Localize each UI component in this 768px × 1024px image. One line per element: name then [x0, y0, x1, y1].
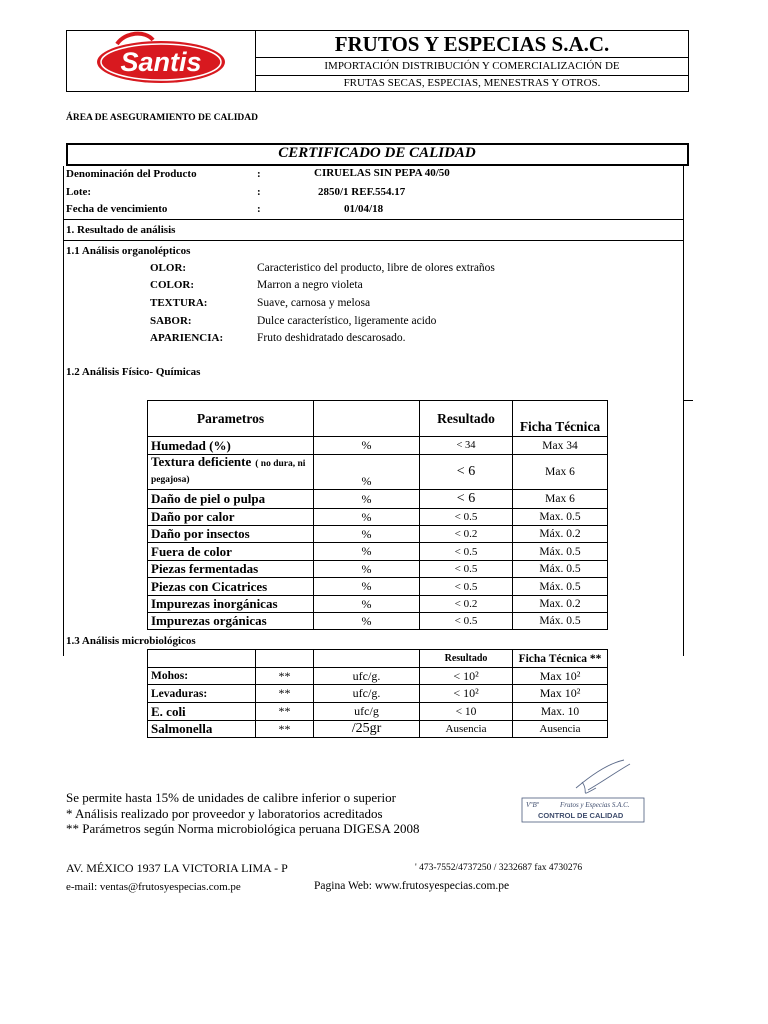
param-spec: Máx. 0.5	[513, 543, 608, 561]
company-tagline-1: IMPORTACIÓN DISTRIBUCIÓN Y COMERCIALIZACIÓN DE	[324, 60, 620, 72]
micro-name: Mohos:	[148, 668, 256, 685]
param-result: < 0.5	[420, 543, 513, 561]
certificate-title: CERTIFICADO DE CALIDAD	[278, 145, 476, 161]
micro-header-row	[148, 650, 608, 668]
table-row	[148, 578, 608, 596]
param-result: < 0.2	[420, 596, 513, 613]
param-spec: Máx. 0.2	[513, 526, 608, 543]
field-label-lot: Lote:	[66, 186, 92, 198]
param-name: Humedad (%)	[148, 437, 314, 455]
micro-name: Levaduras:	[148, 685, 256, 703]
santis-logo	[95, 30, 227, 86]
micro-unit: ufc/g.	[314, 668, 420, 685]
company-name: FRUTOS Y ESPECIAS S.A.C.	[334, 32, 610, 56]
note-calibre: Se permite hasta 15% de unidades de calibre inferior o superior	[66, 790, 396, 805]
header-resultado: Resultado	[420, 401, 513, 437]
param-spec: Max. 0.2	[513, 596, 608, 613]
signature-strokes	[576, 760, 630, 793]
section-microbiological: 1.3 Análisis microbiológicos	[66, 635, 196, 647]
micro-mark: **	[256, 703, 314, 721]
param-spec: Máx. 0.5	[513, 561, 608, 578]
micro-unit: ufc/g	[314, 703, 420, 721]
note-digesa: ** Parámetros según Norma microbiológica peruana DIGESA 2008	[66, 821, 420, 836]
table-row	[148, 437, 608, 455]
param-name: Piezas fermentadas	[148, 561, 314, 578]
organoleptic-label-apariencia: APARIENCIA:	[150, 332, 224, 344]
table-row	[148, 596, 608, 613]
quality-control-stamp	[518, 758, 648, 824]
param-spec: Máx. 0.5	[513, 613, 608, 630]
micro-spec: Max 10²	[513, 685, 608, 703]
param-name: Piezas con Cicatrices	[148, 578, 314, 596]
notes	[66, 790, 419, 837]
micro-result: < 10²	[420, 668, 513, 685]
physicochemical-table	[147, 400, 608, 630]
param-result: < 0.5	[420, 561, 513, 578]
micro-mark: **	[256, 721, 314, 738]
field-sep-expiry: :	[257, 203, 261, 215]
param-unit: %	[314, 596, 420, 613]
footer-phones: ' 473-7552/4737250 / 3232687 fax 4730276	[415, 863, 583, 873]
note-provider-analysis: * Análisis realizado por proveedor y laboratorios acreditados	[66, 805, 383, 821]
param-name: Impurezas inorgánicas	[148, 596, 314, 613]
header-ficha-tecnica: Ficha Técnica	[513, 401, 608, 437]
micro-result: Ausencia	[420, 721, 513, 738]
table-row	[148, 613, 608, 630]
footer-address: AV. MÉXICO 1937 LA VICTORIA LIMA - P	[66, 861, 288, 875]
organoleptic-value-sabor: Dulce característico, ligeramente acido	[257, 315, 437, 327]
param-name-cell	[148, 455, 314, 490]
field-value-expiry: 01/04/18	[344, 203, 384, 215]
field-sep-lot: :	[257, 186, 261, 198]
param-unit: %	[314, 561, 420, 578]
param-unit: %	[314, 578, 420, 596]
micro-header-ficha-tecnica: Ficha Técnica **	[513, 650, 608, 668]
organoleptic-value-textura: Suave, carnosa y melosa	[257, 297, 371, 309]
field-value-lot: 2850/1 REF.554.17	[318, 186, 406, 198]
organoleptic-label-olor: OLOR:	[150, 262, 187, 274]
micro-name: Salmonella	[148, 721, 256, 738]
param-result: < 34	[420, 437, 513, 455]
table-row	[148, 561, 608, 578]
organoleptic-value-olor: Caracteristico del producto, libre de olores extraños	[257, 262, 495, 274]
stamp-company: Frutos y Especias S.A.C.	[560, 801, 630, 809]
company-tagline-2: FRUTAS SECAS, ESPECIAS, MENESTRAS Y OTROS.	[343, 77, 601, 89]
section-analysis-results: 1. Resultado de análisis	[66, 224, 176, 236]
micro-unit: ufc/g.	[314, 685, 420, 703]
microbiological-table	[147, 649, 608, 738]
micro-spec: Ausencia	[513, 721, 608, 738]
footer-web: Pagina Web: www.frutosyespecias.com.pe	[314, 880, 510, 892]
table-row	[148, 455, 608, 490]
quality-area-label: ÁREA DE ASEGURAMIENTO DE CALIDAD	[66, 113, 258, 123]
param-unit: %	[314, 455, 420, 490]
micro-result: < 10²	[420, 685, 513, 703]
micro-unit: /25gr	[314, 721, 420, 738]
organoleptic-value-color: Marron a negro violeta	[257, 279, 363, 291]
param-result: < 0.5	[420, 509, 513, 526]
stamp-vobo: VºBº	[526, 801, 539, 809]
table-row	[148, 703, 608, 721]
micro-result: < 10	[420, 703, 513, 721]
param-spec: Máx. 0.5	[513, 578, 608, 596]
param-spec: Max. 0.5	[513, 509, 608, 526]
micro-header-resultado: Resultado	[420, 650, 513, 668]
footer-email: e-mail: ventas@frutosyespecias.com.pe	[66, 881, 241, 893]
param-name: Daño por calor	[148, 509, 314, 526]
param-unit: %	[314, 509, 420, 526]
param-subnote: ( no dura, ni pegajosa)	[151, 459, 306, 485]
table-row	[148, 509, 608, 526]
param-name: Daño por insectos	[148, 526, 314, 543]
micro-name: E. coli	[148, 703, 256, 721]
organoleptic-value-apariencia: Fruto deshidratado descarosado.	[257, 332, 406, 344]
param-name: Textura deficiente	[151, 454, 252, 469]
param-result: < 0.5	[420, 578, 513, 596]
param-unit: %	[314, 437, 420, 455]
param-spec: Max 6	[513, 455, 608, 490]
organoleptic-label-color: COLOR:	[150, 279, 194, 291]
table-row	[148, 543, 608, 561]
param-name: Fuera de color	[148, 543, 314, 561]
param-result: < 0.2	[420, 526, 513, 543]
physicochemical-header-row	[148, 401, 608, 437]
stamp-control: CONTROL DE CALIDAD	[538, 811, 624, 820]
param-result: < 6	[420, 455, 513, 490]
field-value-product: CIRUELAS SIN PEPA 40/50	[314, 167, 450, 179]
micro-spec: Max. 10	[513, 703, 608, 721]
micro-mark: **	[256, 685, 314, 703]
section-organoleptic: 1.1 Análisis organolépticos	[66, 245, 191, 257]
table-row	[148, 526, 608, 543]
header-unit	[314, 401, 420, 437]
param-spec: Max 6	[513, 490, 608, 509]
field-label-expiry: Fecha de vencimiento	[66, 203, 168, 215]
param-unit: %	[314, 490, 420, 509]
micro-spec: Max 10²	[513, 668, 608, 685]
table-row	[148, 668, 608, 685]
param-unit: %	[314, 613, 420, 630]
organoleptic-label-sabor: SABOR:	[150, 315, 192, 327]
param-name: Daño de piel o pulpa	[148, 490, 314, 509]
param-spec: Max 34	[513, 437, 608, 455]
section-physicochemical: 1.2 Análisis Físico- Químicas	[66, 366, 201, 378]
param-unit: %	[314, 526, 420, 543]
field-label-product: Denominación del Producto	[66, 168, 197, 180]
param-unit: %	[314, 543, 420, 561]
param-result: < 0.5	[420, 613, 513, 630]
table-row	[148, 685, 608, 703]
table-row	[148, 721, 608, 738]
table-row	[148, 490, 608, 509]
param-result: < 6	[420, 490, 513, 509]
field-sep-product: :	[257, 168, 261, 180]
header-parametros: Parametros	[148, 401, 314, 437]
organoleptic-label-textura: TEXTURA:	[150, 297, 208, 309]
micro-mark: **	[256, 668, 314, 685]
param-name: Impurezas orgánicas	[148, 613, 314, 630]
logo-text: Santis	[120, 47, 202, 77]
